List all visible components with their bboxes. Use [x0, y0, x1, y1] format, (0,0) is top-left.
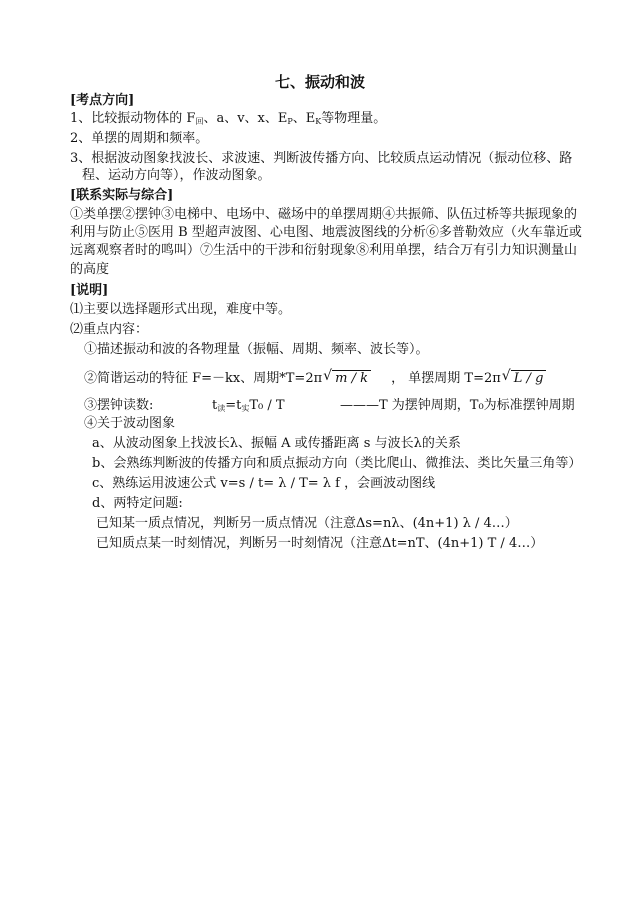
subscript: 读 — [217, 404, 226, 413]
section-heading-notes: [说明] — [70, 283, 109, 298]
subscript: K — [315, 117, 322, 126]
key-item-3-formula — [212, 398, 285, 417]
key-item-3-label: ③摆钟读数: — [84, 398, 154, 413]
practice-line-2: 利用与防止⑤医用 B 型超声波图、心电图、地震波图线的分析⑥多普勒效应（火车靠近或 — [70, 225, 582, 240]
exam-point-3-line-2: 程、运动方向等），作波动图象。 — [82, 168, 271, 183]
note-1: ⑴主要以选择题形式出现，难度中等。 — [70, 302, 292, 317]
sqrt-lg — [503, 370, 547, 387]
practice-line-3: 远离观察者时的鸣叫）⑦生活中的干涉和衍射现象⑧利用单摆，结合万有引力知识测量山 — [70, 243, 578, 258]
page-title: 七、振动和波 — [274, 73, 365, 91]
text-segment: =t — [225, 398, 242, 413]
section-heading-exam-direction: [考点方向] — [70, 93, 135, 108]
text-segment: ， 单摆周期 T=2π — [391, 371, 501, 386]
exam-point-3-line-1: 3、根据波动图象找波长、求波速、判断波传播方向、比较质点运动情况（振动位移、路 — [70, 151, 573, 166]
exam-point-1 — [70, 111, 386, 130]
exam-point-2: 2、单摆的周期和频率。 — [70, 131, 209, 146]
wave-item-b: b、会熟练判断波的传播方向和质点振动方向（类比爬山、微推法、类比矢量三角等） — [92, 456, 582, 471]
wave-item-c: c、熟练运用波速公式 v=s / t= λ / T= λ f ，会画波动图线 — [92, 476, 436, 491]
subscript: P — [287, 117, 293, 126]
sqrt-mk — [324, 370, 371, 387]
subscript: 回 — [195, 117, 204, 126]
wave-item-d-2: 已知质点某一时刻情况，判断另一时刻情况（注意Δt=nT、(4n+1) T / 4…） — [96, 536, 544, 551]
key-item-4: ④关于波动图象 — [84, 416, 176, 431]
text-segment: 等物理量。 — [321, 111, 387, 126]
key-item-3-note: ———T 为摆钟周期，T₀为标准摆钟周期 — [340, 398, 575, 413]
text-segment: 1、比较振动物体的 F — [70, 111, 196, 126]
note-2: ⑵重点内容： — [70, 322, 149, 337]
text-segment: t — [212, 398, 218, 413]
wave-item-a: a、从波动图象上找波长λ、振幅 A 或传播距离 s 与波长λ的关系 — [92, 436, 461, 451]
key-item-2 — [84, 370, 546, 387]
wave-item-d-1: 已知某一质点情况，判断另一质点情况（注意Δs=nλ、(4n+1) λ / 4…） — [96, 516, 518, 531]
wave-item-d: d、两特定问题: — [92, 496, 183, 511]
subscript: 实 — [241, 404, 250, 413]
section-heading-practice: [联系实际与综合] — [70, 188, 174, 203]
key-item-1: ①描述振动和波的各物理量（振幅、周期、频率、波长等）。 — [84, 342, 429, 357]
text-segment: ②简谐运动的特征 F=－kx、周期*T=2π — [84, 371, 323, 386]
radicand: m / k — [332, 370, 371, 387]
text-segment: 、a、v、x、E — [203, 111, 288, 126]
practice-line-4: 的高度 — [70, 262, 110, 277]
text-segment: 、E — [292, 111, 316, 126]
text-segment: T₀ / T — [249, 398, 285, 413]
radicand: L / g — [511, 370, 547, 387]
practice-line-1: ①类单摆②摆钟③电梯中、电场中、磁场中的单摆周期④共振筛、队伍过桥等共振现象的 — [70, 207, 578, 222]
